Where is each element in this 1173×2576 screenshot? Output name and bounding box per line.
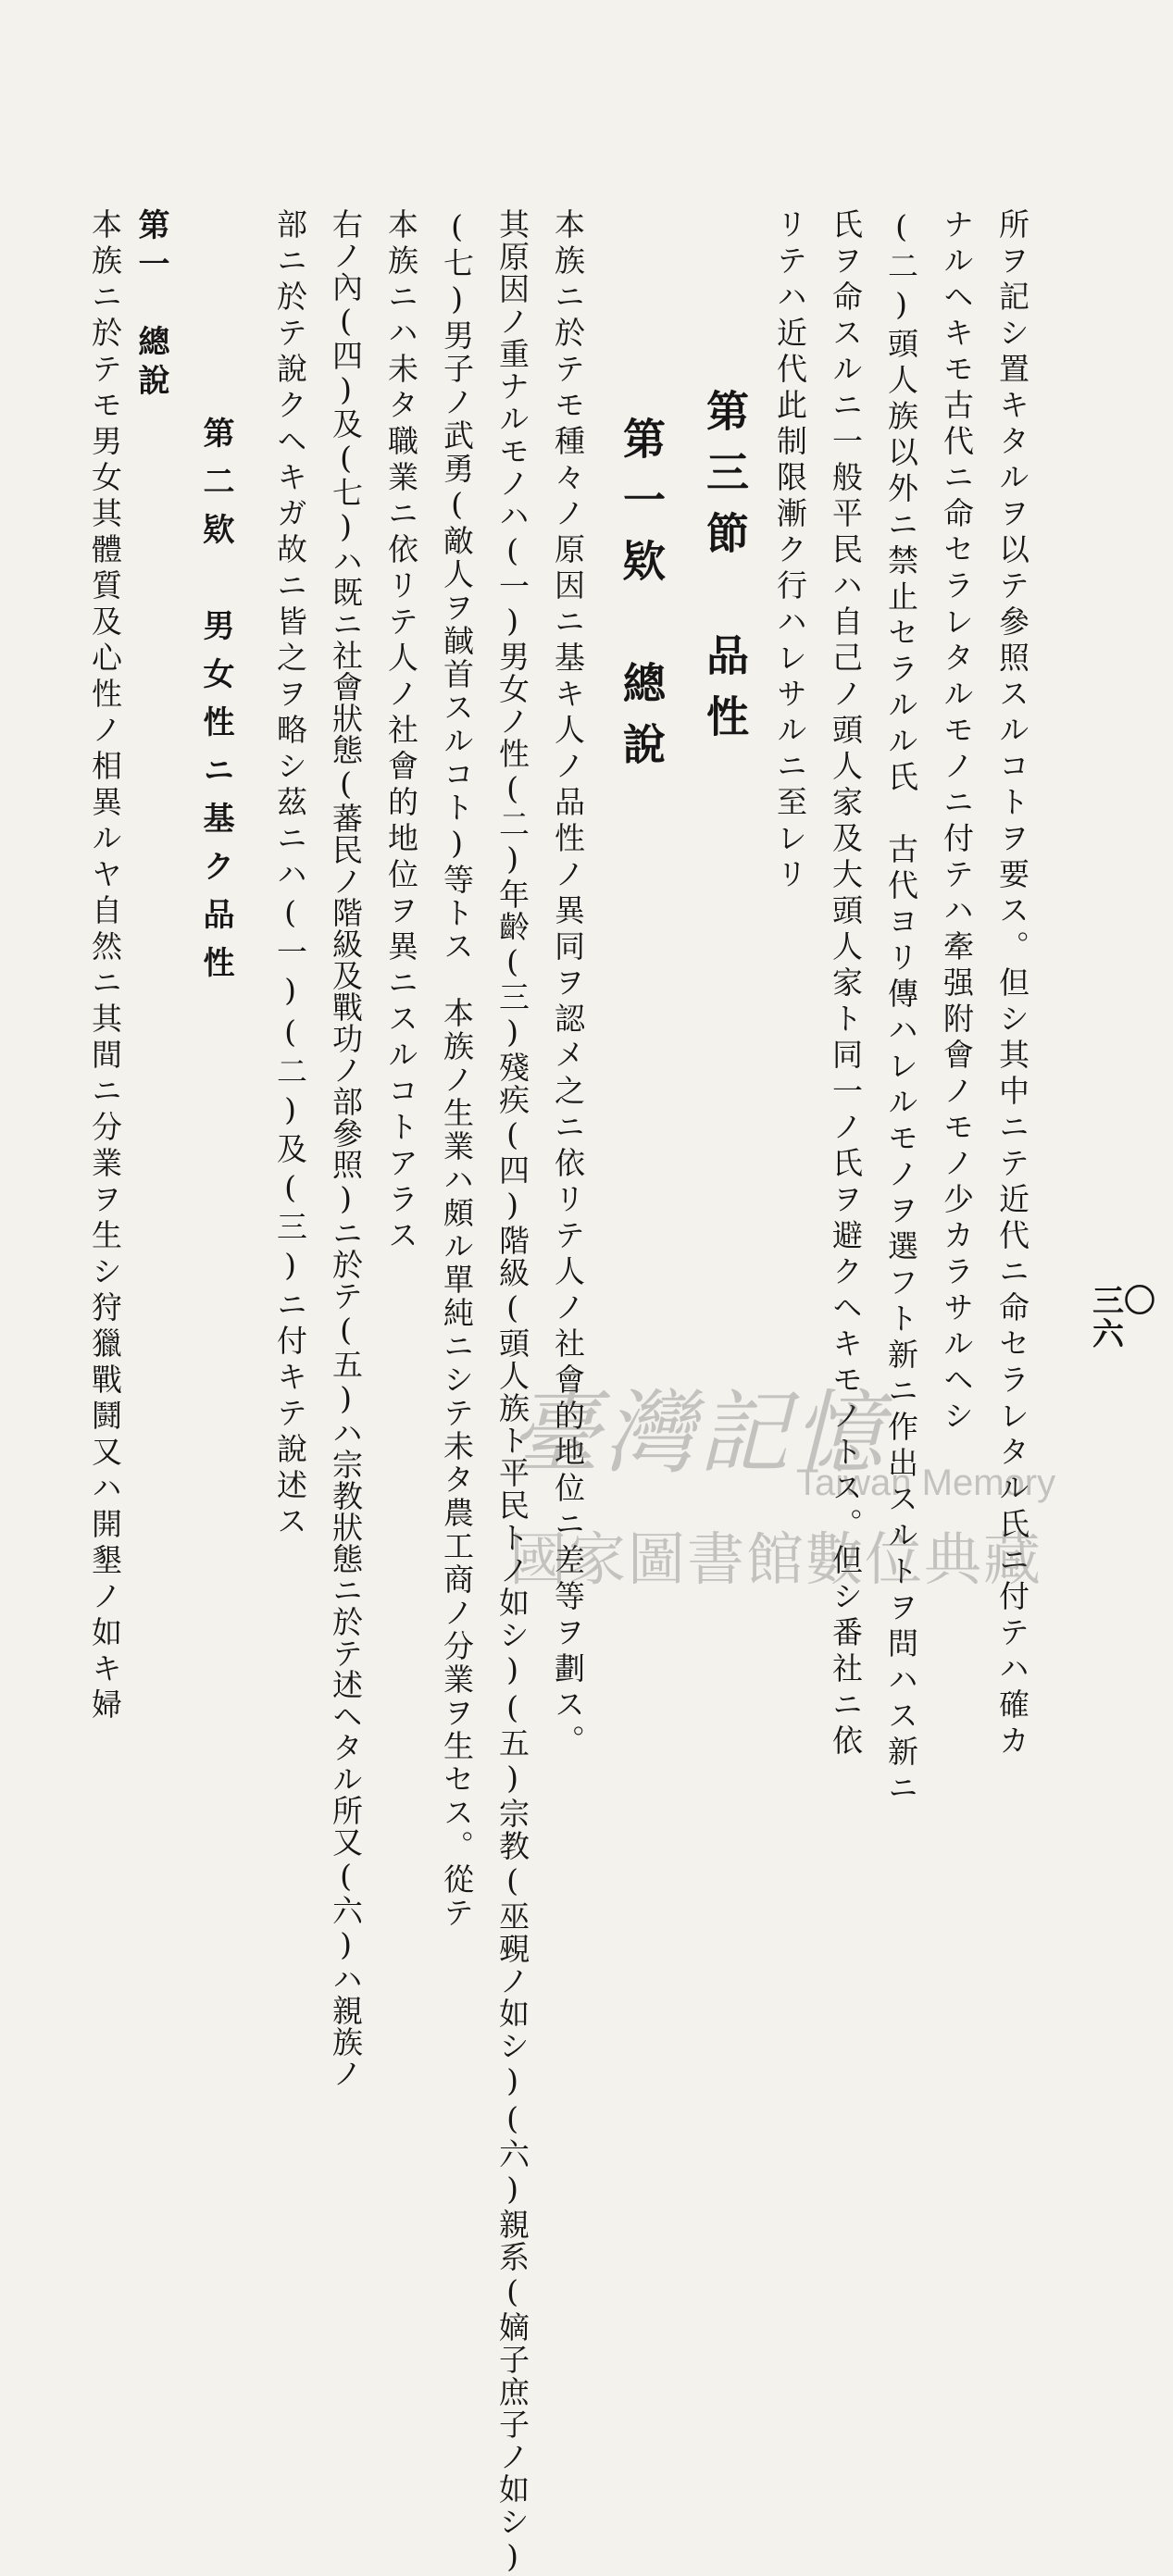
- watermark-calligraphy: 臺灣記憶: [509, 1381, 888, 1487]
- text-column-3: (二)頭人族以外ニ禁止セラルル氏 古代ヨリ傳ハレルモノヲ選フト新ニ作出スルトヲ問ハス新ニ: [883, 208, 919, 1808]
- watermark: [500, 1361, 1092, 1694]
- text-column-10: 右ノ內(四)及(七)ハ既ニ社會狀態(蕃民ノ階級及戰功ノ部參照)ニ於テ(五)ハ宗教狀態ニ於テ述ヘタル所又(六)ハ親族ノ: [328, 208, 364, 2089]
- text-column-12: 本族ニ於テモ男女其體質及心性ノ相異ルヤ自然ニ其間ニ分業ヲ生シ狩獵戰鬪又ハ開墾ノ如キ婦: [87, 208, 123, 1724]
- page-number: 三〇六: [1092, 1283, 1155, 1353]
- text-column-2: ナルヘキモ古代ニ命セラレタルモノニ付テハ牽强附會ノモノ少カラサルヘシ: [939, 208, 975, 1436]
- text-column-5: リテハ近代此制限漸ク行ハレサルニ至レリ: [772, 208, 808, 894]
- watermark-library-text: 國家圖書館數位典藏: [509, 1525, 1043, 1593]
- text-column-9: 本族ニハ未タ職業ニ依リテ人ノ社會的地位ヲ異ニスルコトアラス: [383, 208, 419, 1255]
- text-column-7: 其原因ノ重ナルモノハ(一)男女ノ性(二)年齡(三)殘疾(四)階級(頭人族ト平民トノ如シ)(五)宗教(巫覡ノ如シ)(六)親系(嫡子庶子ノ如シ): [494, 208, 530, 2576]
- text-column-8: (七)男子ノ武勇(敵人ヲ馘首スルコト)等トス 本族ノ生業ハ頗ル單純ニシテ未タ農工商ノ分業ヲ生セス。從テ: [439, 208, 475, 1930]
- subsection-heading-general: 第一 總說: [132, 208, 169, 403]
- text-column-1: 所ヲ記シ置キタルヲ以テ參照スルコトヲ要ス。但シ其中ニテ近代ニ命セラレタル氏ニ付テハ確カ: [994, 208, 1030, 1761]
- text-column-6: 本族ニ於テモ種々ノ原因ニ基キ人ノ品性ノ異同ヲ認メ之ニ依リテ人ノ社會的地位ニ差等ヲ劃ス。: [550, 208, 586, 1761]
- text-column-11: 部ニ於テ說クヘキガ故ニ皆之ヲ略シ茲ニハ(一)(二)及(三)ニ付キテ說述ス: [272, 208, 308, 1541]
- article-heading-gender: 第二欵 男女性ニ基ク品性: [197, 417, 234, 994]
- text-column-4: 氏ヲ命スルニ一般平民ハ自己ノ頭人家及大頭人家ト同一ノ氏ヲ避クヘキモノトス。但シ番社ニ依: [828, 208, 864, 1761]
- article-heading-general: 第一欵 總說: [617, 417, 667, 783]
- section-heading: 第三節 品性: [700, 389, 750, 755]
- watermark-latin-text: Taiwan Memory: [796, 1462, 1056, 1503]
